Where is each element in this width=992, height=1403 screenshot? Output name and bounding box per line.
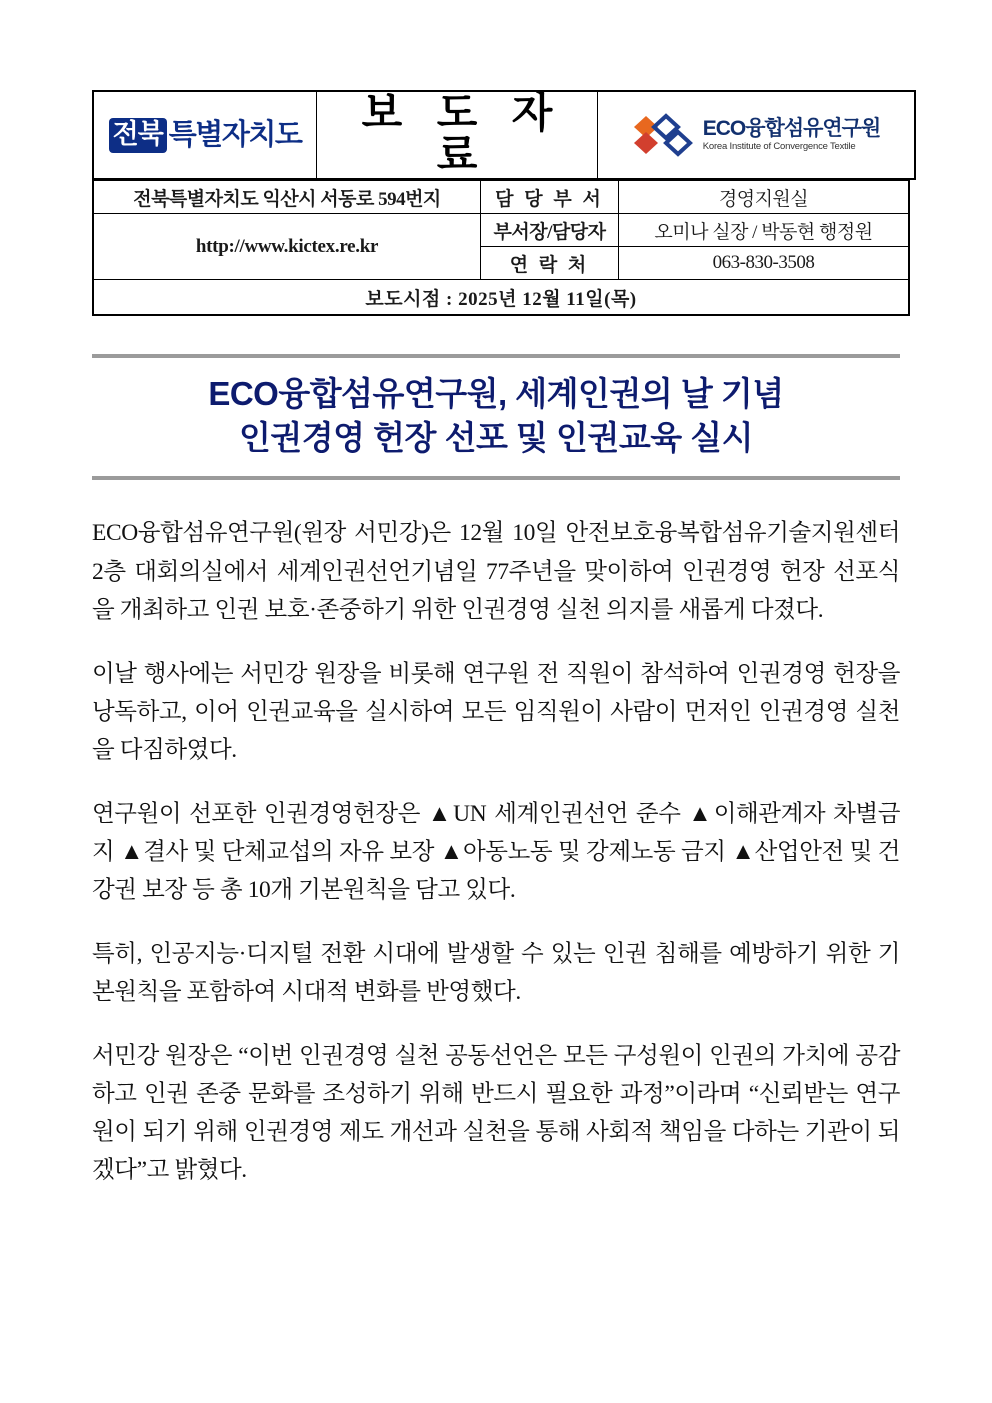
body-paragraph-4: 특히, 인공지능·디지털 전환 시대에 발생할 수 있는 인권 침해를 예방하기 위한 기본원칙을 포함하여 시대적 변화를 반영했다. xyxy=(92,941,900,1006)
department-label: 담 당 부 서 xyxy=(481,181,619,214)
headline-block xyxy=(92,354,900,480)
body-paragraph-1: ECO융합섬유연구원(원장 서민강)은 12월 10일 안전보호융복합섬유기술지원센터 2층 대회의실에서 세계인권선언기념일 77주년을 맞이하여 인권경영 헌장 선포식을 개최하고 인권 보호·존중하기 위한 인권경영 실천 의지를 새롭게 다졌다. xyxy=(92,520,900,623)
jeonbuk-logo-cell xyxy=(93,91,317,179)
eco-logo-korean-name: ECO융합섬유연구원 xyxy=(702,116,881,140)
eco-logo-text-wrap xyxy=(703,118,881,152)
contact-info-table xyxy=(92,180,910,316)
document-type-cell xyxy=(317,91,598,179)
table-row xyxy=(93,280,909,316)
body-paragraph-2: 이날 행사에는 서민강 원장을 비롯해 연구원 전 직원이 참석하여 인권경영 헌장을 낭독하고, 이어 인권교육을 실시하여 모든 임직원이 사람이 먼저인 인권경영 실천을 다짐하였다. xyxy=(92,660,900,763)
release-date: 보도시점 : 2025년 12월 11일(목) xyxy=(93,280,909,316)
department-value: 경영지원실 xyxy=(619,181,910,214)
organization-address: 전북특별자치도 익산시 서동로 594번지 xyxy=(93,181,481,214)
jeonbuk-logo-text: 특별자치도 xyxy=(168,118,302,151)
document-type-title: 보 도 자 료 xyxy=(361,91,565,179)
headline-line-1: ECO융합섬유연구원, 세계인권의 날 기념 xyxy=(208,375,784,412)
manager-label: 부서장/담당자 xyxy=(481,214,619,247)
organization-url: http://www.kictex.re.kr xyxy=(93,214,481,280)
eco-diamond-icon xyxy=(632,112,694,158)
header-banner-table xyxy=(92,90,916,180)
headline-line-2: 인권경영 헌장 선포 및 인권교육 실시 xyxy=(238,419,753,457)
body-paragraph-3: 연구원이 선포한 인권경영헌장은 ▲UN 세계인권선언 준수 ▲이해관계자 차별금지 ▲결사 및 단체교섭의 자유 보장 ▲아동노동 및 강제노동 금지 ▲산업안전 및 건강권 보장 등 총 10개 기본원칙을 담고 있다. xyxy=(92,800,900,903)
contact-label: 연 락 처 xyxy=(481,247,619,280)
eco-logo-english-name: Korea Institute of Convergence Textile xyxy=(702,141,856,153)
table-row xyxy=(93,214,909,247)
table-row xyxy=(93,181,909,214)
jeonbuk-badge-text: 전북 xyxy=(109,118,167,153)
contact-value: 063-830-3508 xyxy=(619,247,910,280)
eco-logo-cell xyxy=(598,91,916,179)
article-body xyxy=(92,514,900,1189)
body-paragraph-5: 서민강 원장은 “이번 인권경영 실천 공동선언은 모든 구성원이 인권의 가치에 공감하고 인권 존중 문화를 조성하기 위해 반드시 필요한 과정”이라며 “신뢰받는 연구원이 되기 위해 인권경영 제도 개선과 실천을 통해 사회적 책임을 다하는 기관이 되겠다”고 밝혔다. xyxy=(92,1043,900,1184)
jeonbuk-province-logo xyxy=(94,118,316,153)
eco-institute-logo xyxy=(604,112,908,158)
manager-value: 오미나 실장 / 박동현 행정원 xyxy=(619,214,910,247)
